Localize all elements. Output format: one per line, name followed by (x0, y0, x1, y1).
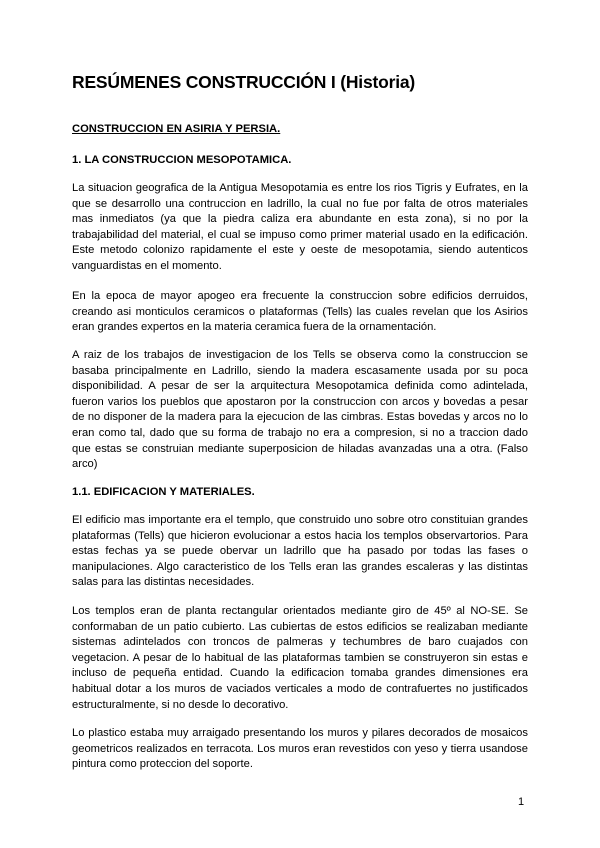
paragraph: Los templos eran de planta rectangular orientados mediante giro de 45º al NO-SE. Se conformaban de un patio cubierto. Las cubiertas de estos edificios se realizaban mediante sistemas adintelados con troncos de palmeras y techumbres de baro cuajados con vegetacion. A pesar de lo habitual de las plataformas tambien se construyeron sin estas e incluso de pequeña entidad. Cuando la edificacion tomaba grandes dimensiones era habitual dotar a los muros de vaciados verticales a modo de contrafuertes no justificados estructuralmente, si no desde lo decorativo. (72, 605, 528, 711)
page-number: 1 (518, 796, 525, 808)
paragraph: En la epoca de mayor apogeo era frecuente la construccion sobre edificios derruidos, creando asi monticulos ceramicos o plataformas (Tells) las cuales revelan que los Asirios eran grandes expertos en la materia ceramica fuera de la ornamentación. (72, 290, 528, 334)
paragraph: La situacion geografica de la Antigua Mesopotamia es entre los rios Tigris y Eufrates, en la que se desarrollo una contruccion en ladrillo, la cual no fue por falta de otros materiales mas inmediatos (ya que la piedra caliza era abundante en esta zona), si no por la trabajabilidad del material, el cual se impuso como primer material usado en la edificación. Este metodo colonizo rapidamente el este y oeste de mesopotamia, siendo autenticos vanguardistas en el momento. (72, 182, 528, 272)
document-title: RESÚMENES CONSTRUCCIÓN I (Historia) (72, 72, 416, 92)
paragraph: A raiz de los trabajos de investigacion de los Tells se observa como la construccion se basaba principalmente en Ladrillo, siendo la madera escasamente usada por su poca disponibilidad. A pesar de ser la arquitectura Mesopotamica definida como adintelada, fueron varios los pueblos que apostaron por la construccion con arcos y bovedas a pesar de no disponer de la madera para la ejecucion de las cimbras. Estas bovedas y arcos no lo eran como tal, dado que su forma de trabajo no era a compresion, si no a traccion dado que estas se construian mediante superposicion de hiladas avanzadas una a otra. (Falso arco) (72, 349, 528, 471)
subsection-heading-1: 1. LA CONSTRUCCION MESOPOTAMICA. (72, 154, 292, 166)
paragraph: Lo plastico estaba muy arraigado presentando los muros y pilares decorados de mosaicos geometricos realizados en terracota. Los muros eran revestidos con yeso y tierra usandose pintura como proteccion del soporte. (72, 727, 528, 771)
section-title: CONSTRUCCION EN ASIRIA Y PERSIA. (72, 123, 281, 135)
subsection-heading-2: 1.1. EDIFICACION Y MATERIALES. (72, 486, 255, 498)
paragraph: El edificio mas importante era el templo, que construido uno sobre otro constituian grandes plataformas (Tells) que hicieron evolucionar a estos hacia los templos observartorios. Para estas fechas ya se puede obervar un ladrillo que ha pasado por todas las fases o manipulaciones. Algo caracteristico de los Tells eran las grandes escaleras y las distintas salas para las distintas necesidades. (72, 514, 528, 589)
